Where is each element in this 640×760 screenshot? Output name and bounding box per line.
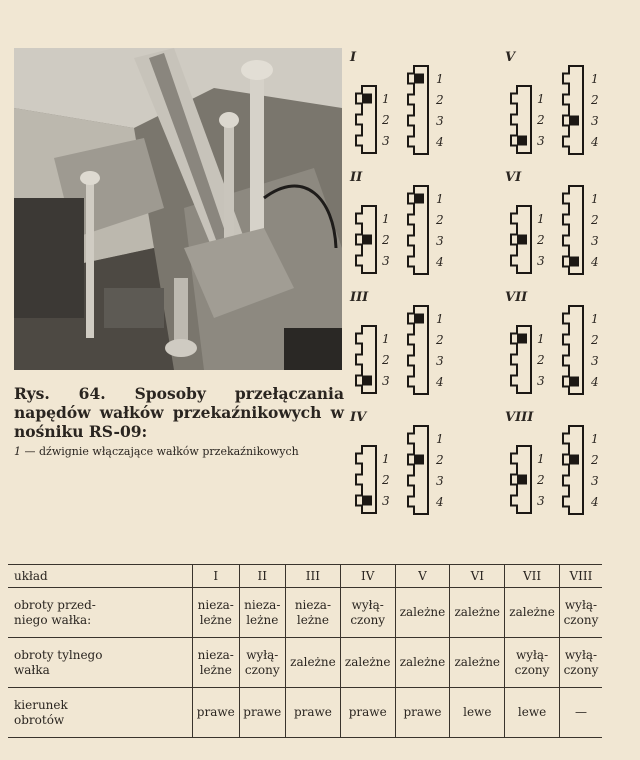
position-number: 3 [591,114,599,128]
rear-shaft-selector [561,424,585,516]
position-number: 1 [436,72,444,86]
table-cell: lewe [505,688,560,738]
rear-shaft-selector [406,184,430,276]
engaged-marker [569,257,579,267]
table-cell: nieza- leżne [193,638,240,688]
front-shaft-selector [354,204,378,275]
table-header: V [395,565,450,588]
engaged-marker [414,314,424,324]
position-number: 2 [537,473,545,487]
rear-shaft-selector [561,64,585,156]
panel-label: I [350,50,357,65]
position-number: 3 [537,134,545,148]
front-shaft-selector [354,84,378,155]
table-header: VII [505,565,560,588]
front-shaft-selector [509,84,533,155]
engaged-marker [414,455,424,465]
position-number: 2 [591,213,599,227]
rear-shaft-selector [406,424,430,516]
position-number: 1 [591,432,599,446]
position-number: 2 [436,333,444,347]
table-cell: prawe [239,688,286,738]
position-number: 3 [591,234,599,248]
position-number: 1 [537,332,545,346]
table-cell: zależne [395,588,450,638]
table-cell: zależne [450,588,505,638]
position-number: 4 [591,255,599,269]
engaged-marker [362,496,372,506]
position-number: 1 [537,212,545,226]
position-number: 4 [436,495,444,509]
panel-label: III [350,290,369,305]
row-label: obroty przed- niego wałka: [8,588,193,638]
table-cell: wyłą- czony [505,638,560,688]
figure-caption-title: Rys. 64. Sposoby przełączania napędów wałków przekaźnikowych w nośniku RS-09: [14,384,344,441]
engaged-marker [517,235,527,245]
row-label: obroty tylnego wałka [8,638,193,688]
position-number: 3 [382,374,390,388]
position-number: 4 [436,375,444,389]
position-number: 2 [436,453,444,467]
position-number: 4 [591,135,599,149]
engaged-marker [517,334,527,344]
front-shaft-selector [509,324,533,395]
position-number: 2 [382,233,390,247]
position-number: 1 [436,312,444,326]
panel-label: VI [505,170,522,185]
engaged-marker [362,94,372,104]
table-header: IV [340,565,395,588]
engaged-marker [569,455,579,465]
figure-caption [14,384,344,459]
table-header-row [8,565,602,588]
position-number: 3 [436,354,444,368]
position-number: 3 [382,134,390,148]
position-number: 1 [537,452,545,466]
position-number: 3 [382,254,390,268]
position-number: 2 [382,113,390,127]
position-number: 1 [591,312,599,326]
row-label: kierunek obrotów [8,688,193,738]
table-cell: nieza- leżne [193,588,240,638]
position-number: 1 [382,212,390,226]
position-number: 2 [591,93,599,107]
position-number: 1 [436,432,444,446]
position-number: 2 [537,233,545,247]
position-number: 1 [537,92,545,106]
panel-label: VIII [505,410,534,425]
table-cell: zależne [450,638,505,688]
table-cell: zależne [505,588,560,638]
legend-text: — dźwignie włączające wałków przekaźnikowych [21,445,299,458]
position-number: 3 [537,494,545,508]
position-number: 2 [537,113,545,127]
position-number: 3 [436,234,444,248]
position-number: 2 [591,453,599,467]
position-number: 4 [591,375,599,389]
position-number: 1 [591,192,599,206]
position-number: 4 [436,255,444,269]
position-number: 1 [591,72,599,86]
engaged-marker [414,74,424,84]
table-header: II [239,565,286,588]
position-number: 4 [436,135,444,149]
table-cell: zależne [395,638,450,688]
front-shaft-selector [509,444,533,515]
rear-shaft-selector [561,184,585,276]
position-number: 3 [537,254,545,268]
panel-label: V [505,50,516,65]
table-cell: wyłą- czony [239,638,286,688]
table-header: układ [8,565,193,588]
table-cell: zależne [286,638,341,688]
position-number: 2 [382,353,390,367]
position-number: 1 [382,452,390,466]
table-cell: prawe [340,688,395,738]
position-number: 3 [591,354,599,368]
table-cell: prawe [395,688,450,738]
engaged-marker [569,116,579,126]
table-cell: wyłą- czony [559,638,602,688]
table-cell: — [559,688,602,738]
position-number: 3 [537,374,545,388]
engaged-marker [362,235,372,245]
front-shaft-selector [354,444,378,515]
rear-shaft-selector [406,304,430,396]
table-cell: prawe [286,688,341,738]
table-row [8,638,602,688]
table-cell: nieza- leżne [239,588,286,638]
position-number: 3 [591,474,599,488]
position-number: 2 [382,473,390,487]
tractor-levers-photo [14,48,342,370]
table-row [8,588,602,638]
table-row [8,688,602,738]
engaged-marker [517,475,527,485]
position-number: 2 [537,353,545,367]
table-cell: nieza- leżne [286,588,341,638]
engaged-marker [517,136,527,146]
position-number: 3 [382,494,390,508]
position-number: 2 [591,333,599,347]
engaged-marker [569,377,579,387]
front-shaft-selector [354,324,378,395]
position-number: 2 [436,93,444,107]
panel-label: VII [505,290,528,305]
table-header: VI [450,565,505,588]
position-number: 2 [436,213,444,227]
engaged-marker [362,376,372,386]
front-shaft-selector [509,204,533,275]
table-header: I [193,565,240,588]
table-cell: prawe [193,688,240,738]
table-header: VIII [559,565,602,588]
rear-shaft-selector [406,64,430,156]
table-cell: lewe [450,688,505,738]
position-number: 3 [436,114,444,128]
legend-number: 1 [14,445,21,458]
switching-diagram [340,50,640,530]
position-number: 1 [382,332,390,346]
switching-table [8,564,602,738]
rear-shaft-selector [561,304,585,396]
table-cell: wyłą- czony [559,588,602,638]
position-number: 1 [436,192,444,206]
panel-label: II [350,170,363,185]
panel-label: IV [350,410,367,425]
position-number: 3 [436,474,444,488]
position-number: 4 [591,495,599,509]
table-cell: zależne [340,638,395,688]
figure-caption-legend [14,445,344,459]
table-cell: wyłą- czony [340,588,395,638]
position-number: 1 [382,92,390,106]
engaged-marker [414,194,424,204]
photo-illustration [14,48,342,370]
table-header: III [286,565,341,588]
